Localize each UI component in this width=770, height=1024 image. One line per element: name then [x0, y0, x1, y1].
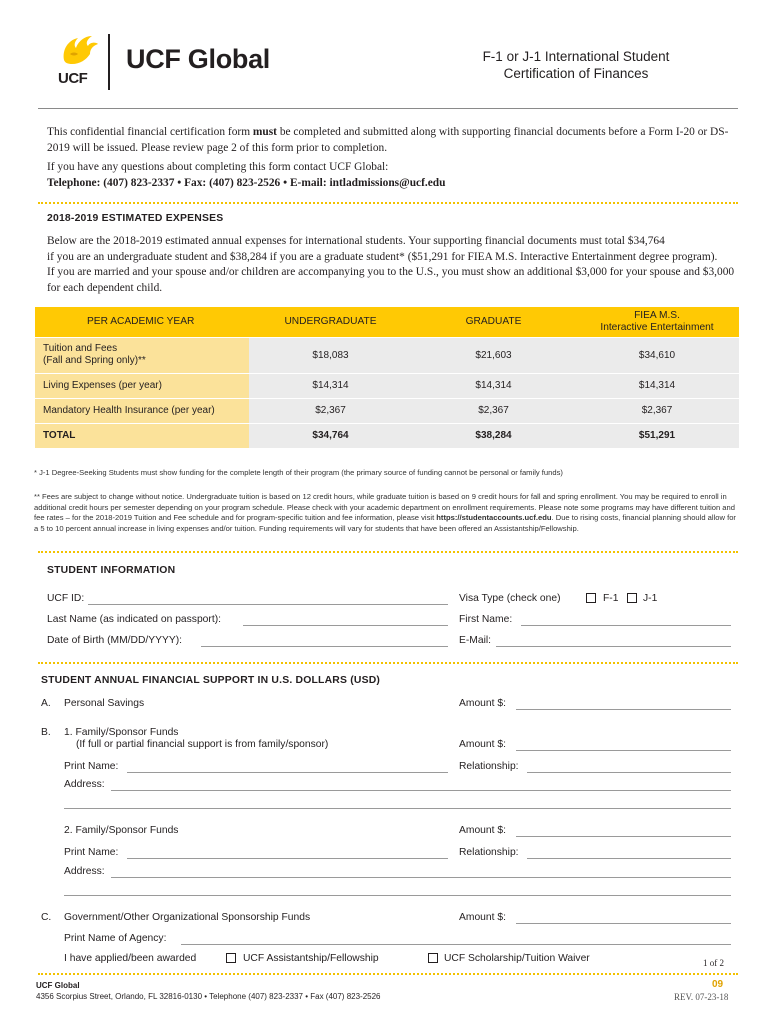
footnote-1: * J-1 Degree-Seeking Students must show funding for the complete length of their program (the primary source of funding cannot be personal or family funds) — [34, 468, 563, 477]
form-code: 09 — [712, 979, 724, 990]
section-b-letter: B. — [41, 727, 51, 738]
sponsor-1-address-field[interactable] — [111, 790, 731, 791]
agency-name-field[interactable] — [181, 944, 731, 945]
table-row — [35, 373, 739, 398]
cell-value: $14,314 — [575, 373, 739, 398]
dotted-divider — [38, 662, 738, 664]
col-header-fiea: FIEA M.S. Interactive Entertainment — [575, 307, 739, 337]
dob-label: Date of Birth (MM/DD/YYYY): — [47, 635, 183, 646]
cell-value: $14,314 — [412, 373, 575, 398]
footer-address: 4356 Scorpius Street, Orlando, FL 32816-0130 • Telephone (407) 823-2337 • Fax (407) 823-2526 — [36, 992, 381, 1001]
form-title — [446, 48, 706, 82]
dob-field[interactable] — [201, 646, 448, 647]
cell-value: $2,367 — [249, 398, 412, 423]
cell-value: $2,367 — [412, 398, 575, 423]
row-label: TOTAL — [35, 423, 249, 448]
relationship-label: Relationship: — [459, 847, 519, 858]
sponsor-1-relationship-field[interactable] — [527, 772, 731, 773]
studentaccounts-link[interactable]: https://studentaccounts.ucf.edu — [436, 513, 552, 523]
ucf-id-label: UCF ID: — [47, 593, 85, 604]
section-a-letter: A. — [41, 698, 51, 709]
header-rule — [38, 108, 738, 109]
table-row — [35, 337, 739, 373]
row-label: Tuition and Fees (Fall and Spring only)** — [35, 337, 249, 373]
ucf-id-field[interactable] — [88, 604, 448, 605]
last-name-label: Last Name (as indicated on passport): — [47, 614, 221, 625]
last-name-field[interactable] — [243, 625, 448, 626]
table-row — [35, 398, 739, 423]
student-info-title: STUDENT INFORMATION — [47, 565, 176, 576]
family-funds-1-amount-field[interactable] — [516, 750, 731, 751]
sponsor-2-address-field-2[interactable] — [64, 895, 731, 896]
footnote-2: ** Fees are subject to change without notice. Undergraduate tuition is based on 12 credit hours, while graduate tuition is based on 9 credit hours for fall and spring enrollment. You may be required to enroll in additional credit hours per semester depending on your program schedule. Please check with your academic department on enrollment requirements. Please note some programs may have different tuition and fee rates – for the 2018-2019 Tuition and Fee schedule and for program-specific tuition and fee information, please visit https://studentaccounts.ucf.edu. Due to rising costs, financial planning should allow for a 5 to 10 percent annual increase in living expenses and/or tuition. Funding requirements will vary for students that have been offered an Assistantship/Fellowship. — [34, 492, 736, 533]
amount-label: Amount $: — [459, 698, 506, 709]
cell-value: $51,291 — [575, 423, 739, 448]
col-header-grad: GRADUATE — [412, 307, 575, 337]
expenses-table — [35, 307, 739, 449]
dotted-divider — [38, 973, 738, 975]
support-title: STUDENT ANNUAL FINANCIAL SUPPORT IN U.S. DOLLARS (USD) — [41, 675, 381, 686]
government-funds-label: Government/Other Organizational Sponsorship Funds — [64, 912, 311, 923]
questions-text: If you have any questions about completing this form contact UCF Global: — [47, 161, 389, 173]
assistantship-checkbox[interactable] — [226, 953, 236, 963]
first-name-field[interactable] — [521, 625, 731, 626]
form-title-line2: Certification of Finances — [503, 66, 649, 81]
address-label: Address: — [64, 866, 105, 877]
cell-value: $34,764 — [249, 423, 412, 448]
scholarship-label: UCF Scholarship/Tuition Waiver — [444, 953, 590, 964]
col-header-year: PER ACADEMIC YEAR — [35, 307, 249, 337]
email-label: E-Mail: — [459, 635, 492, 646]
j1-checkbox[interactable] — [627, 593, 637, 603]
cell-value: $2,367 — [575, 398, 739, 423]
amount-label: Amount $: — [459, 739, 506, 750]
cell-value: $21,603 — [412, 337, 575, 373]
family-funds-2-amount-field[interactable] — [516, 836, 731, 837]
cell-value: $18,083 — [249, 337, 412, 373]
table-total-row — [35, 423, 739, 448]
personal-savings-amount-field[interactable] — [516, 709, 731, 710]
family-funds-2-label: 2. Family/Sponsor Funds — [64, 825, 179, 836]
brand-name: UCF Global — [126, 44, 270, 74]
dotted-divider — [38, 202, 738, 204]
dotted-divider — [38, 551, 738, 553]
relationship-label: Relationship: — [459, 761, 519, 772]
first-name-label: First Name: — [459, 614, 513, 625]
sponsor-2-relationship-field[interactable] — [527, 858, 731, 859]
assistantship-label: UCF Assistantship/Fellowship — [243, 953, 379, 964]
table-header-row — [35, 307, 739, 337]
email-field[interactable] — [496, 646, 731, 647]
ucf-logo — [56, 30, 100, 88]
address-label: Address: — [64, 779, 105, 790]
expenses-text: Below are the 2018-2019 estimated annual expenses for international students. Your supporting financial documents must total $34,764 if you are an undergraduate student and $38,284 if you are a graduate student* ($51,291 for FIEA M.S. Interactive Entertainment degree program). If you are married and your spouse and/or children are accompanying you to the U.S., you must show an additional $3,000 for your spouse and $3,000 for each dependent child. — [47, 235, 735, 294]
agency-name-label: Print Name of Agency: — [64, 933, 167, 944]
col-header-undergrad: UNDERGRADUATE — [249, 307, 412, 337]
form-title-line1: F-1 or J-1 International Student — [482, 49, 670, 64]
print-name-label: Print Name: — [64, 761, 119, 772]
cell-value: $34,610 — [575, 337, 739, 373]
cell-value: $38,284 — [412, 423, 575, 448]
contact-info: Telephone: (407) 823-2337 • Fax: (407) 823-2526 • E-mail: intladmissions@ucf.edu — [47, 177, 446, 189]
government-funds-amount-field[interactable] — [516, 923, 731, 924]
f1-checkbox[interactable] — [586, 593, 596, 603]
family-funds-1-label: 1. Family/Sponsor Funds — [64, 727, 179, 738]
j1-label: J-1 — [643, 593, 658, 604]
amount-label: Amount $: — [459, 912, 506, 923]
sponsor-1-name-field[interactable] — [127, 772, 448, 773]
visa-type-label: Visa Type (check one) — [459, 593, 561, 604]
section-c-letter: C. — [41, 912, 52, 923]
sponsor-1-address-field-2[interactable] — [64, 808, 731, 809]
amount-label: Amount $: — [459, 825, 506, 836]
print-name-label: Print Name: — [64, 847, 119, 858]
intro-paragraph: This confidential financial certification form must be completed and submitted along with supporting financial documents before a Form I-20 or DS-2019 will be issued. Please review page 2 of this form prior to completion. — [47, 126, 729, 154]
row-label: Living Expenses (per year) — [35, 373, 249, 398]
personal-savings-label: Personal Savings — [64, 698, 145, 709]
logo-text: UCF — [58, 70, 88, 87]
row-label: Mandatory Health Insurance (per year) — [35, 398, 249, 423]
scholarship-checkbox[interactable] — [428, 953, 438, 963]
applied-awarded-label: I have applied/been awarded — [64, 953, 197, 964]
expenses-title: 2018-2019 ESTIMATED EXPENSES — [47, 213, 224, 224]
revision-date: REV. 07-23-18 — [674, 992, 729, 1002]
sponsor-2-address-field[interactable] — [111, 877, 731, 878]
f1-label: F-1 — [603, 593, 619, 604]
cell-value: $14,314 — [249, 373, 412, 398]
page-number: 1 of 2 — [703, 958, 724, 968]
family-funds-1-note: (If full or partial financial support is from family/sponsor) — [76, 739, 329, 750]
footer-brand: UCF Global — [36, 981, 80, 990]
sponsor-2-name-field[interactable] — [127, 858, 448, 859]
header-divider — [108, 34, 110, 90]
